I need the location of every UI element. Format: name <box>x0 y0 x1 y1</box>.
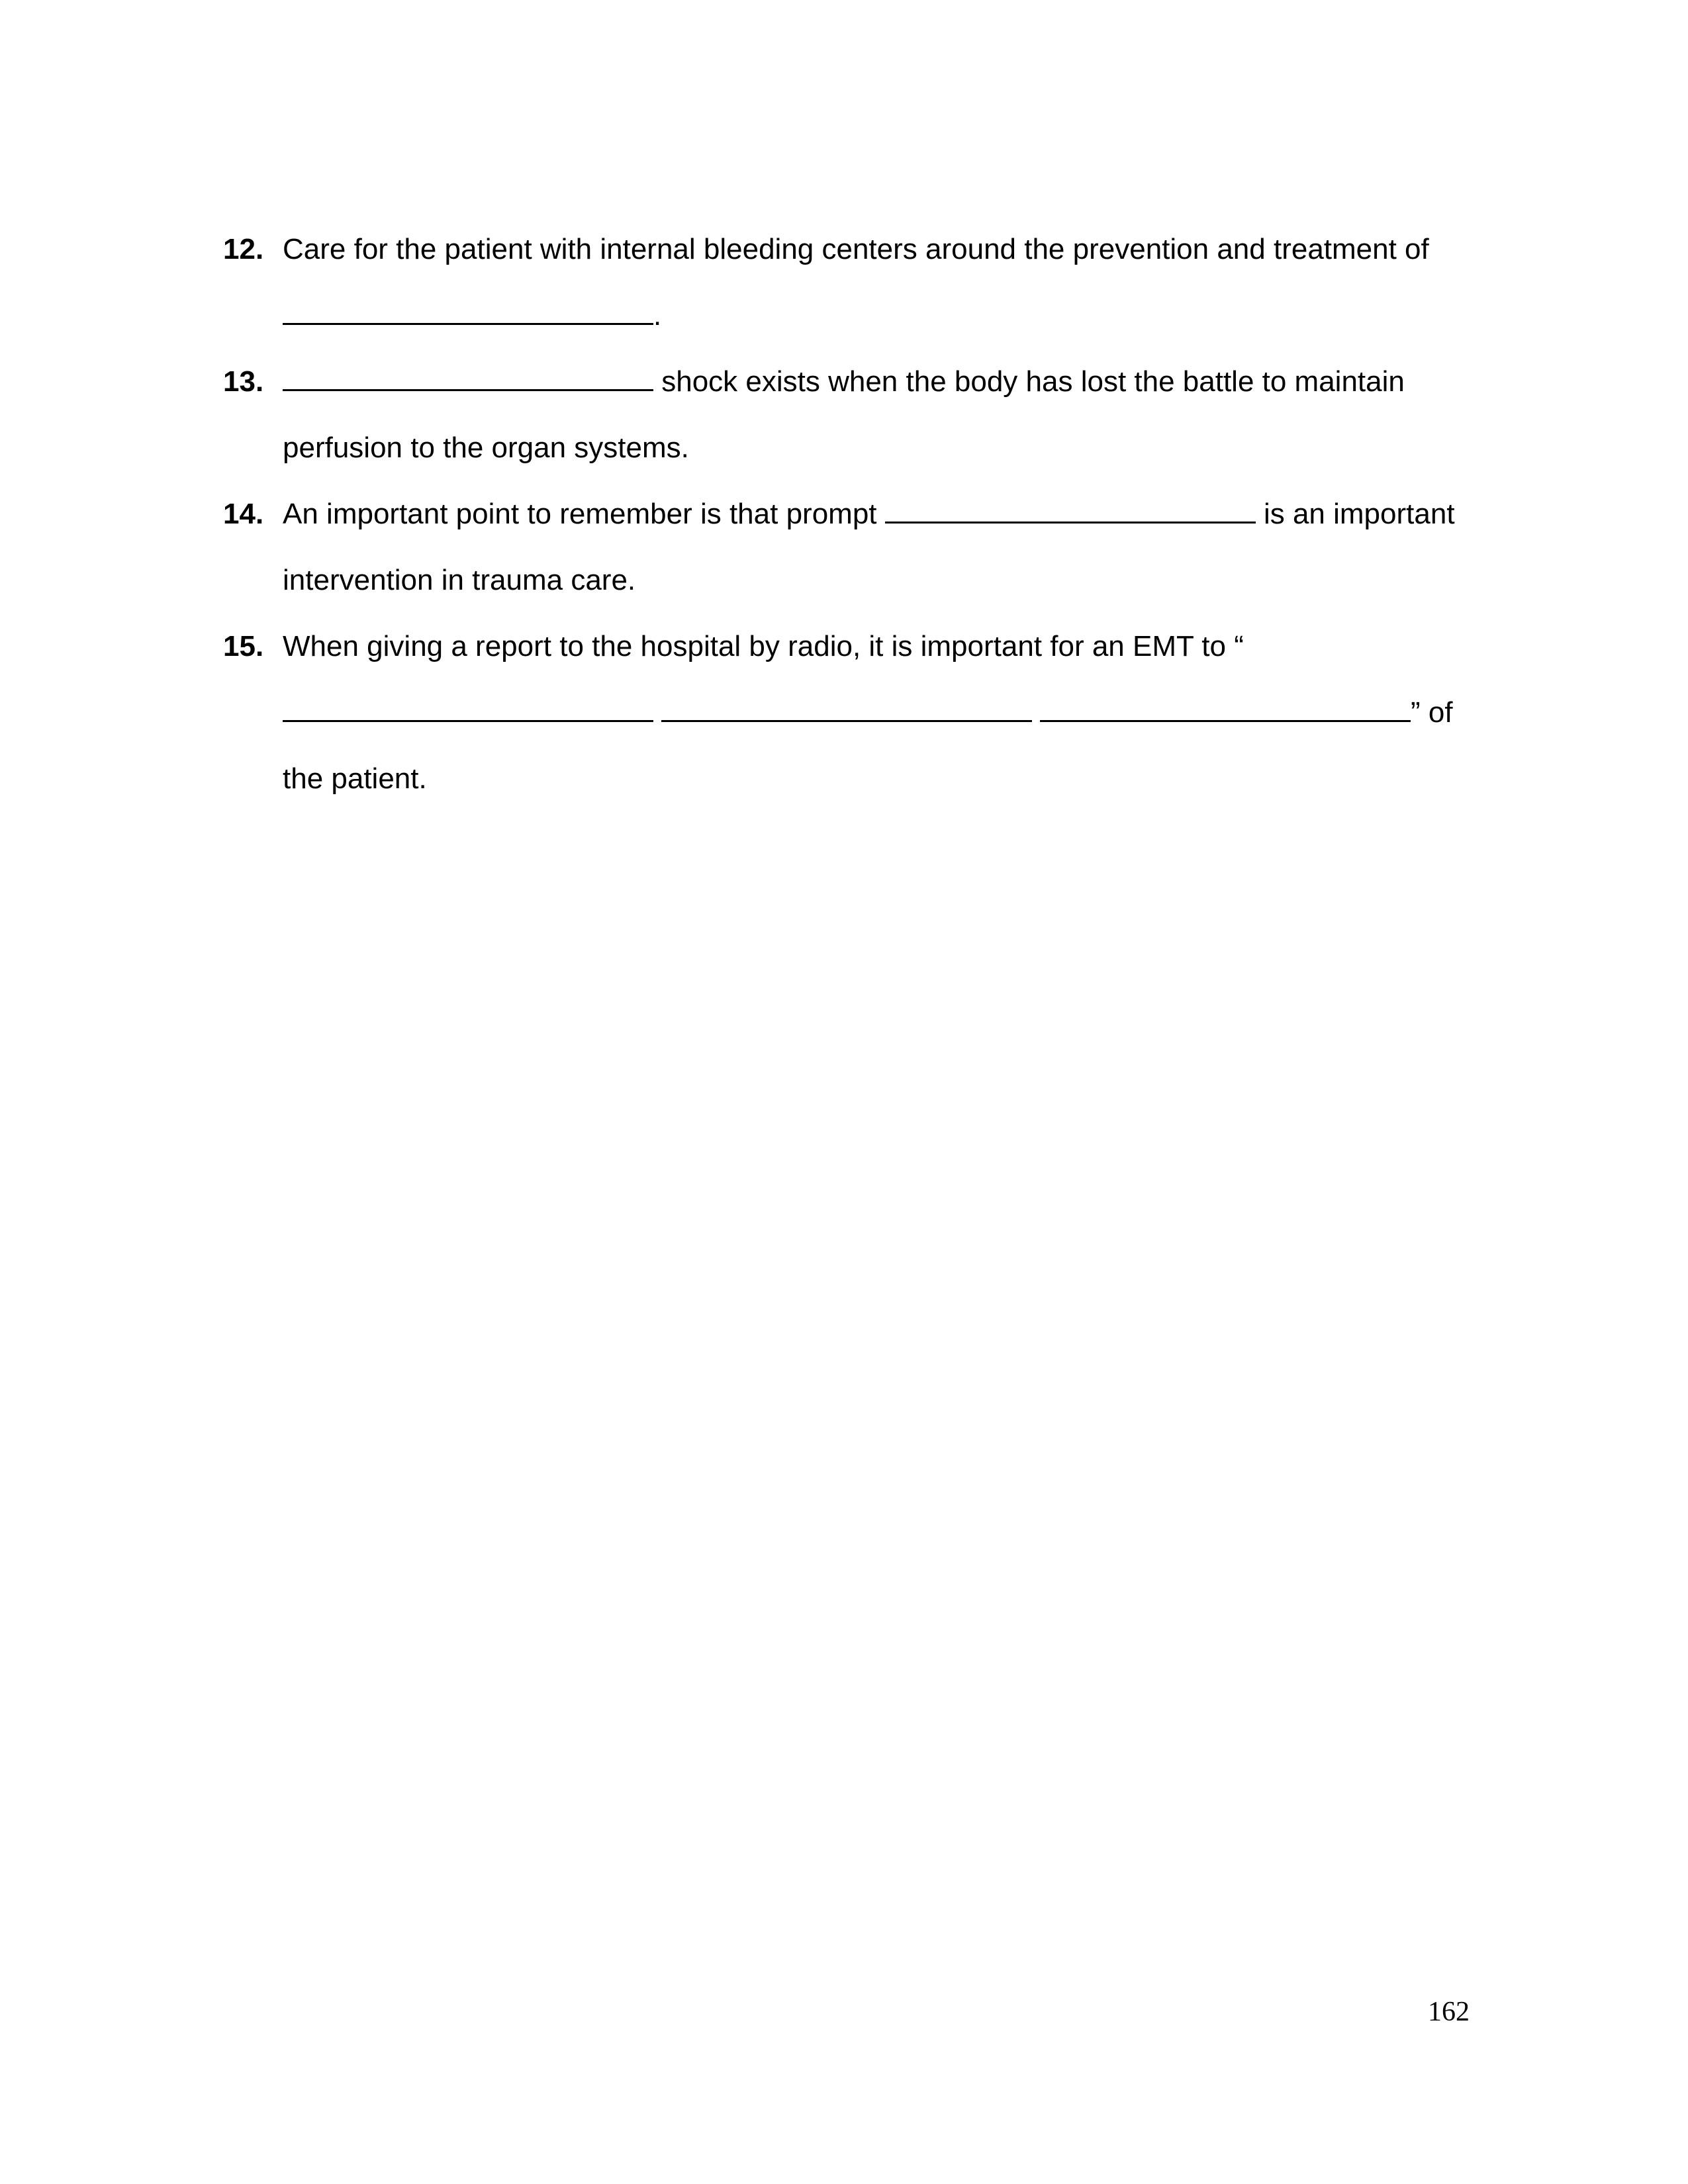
question-text-line2: intervention in trauma care. <box>283 564 636 596</box>
answer-blank[interactable] <box>283 367 653 391</box>
page-number: 162 <box>1428 1997 1470 2027</box>
question-text <box>283 216 1429 283</box>
question-number: 15. <box>223 630 264 662</box>
question-text-prefix: An important point to remember is that prompt <box>283 498 885 530</box>
answer-line <box>283 680 1453 746</box>
question-text <box>283 349 1405 415</box>
question-text <box>283 614 1244 680</box>
question-text-line2: perfusion to the organ systems. <box>283 432 689 464</box>
question-text-line1: Care for the patient with internal bleeding centers around the prevention and treatment of <box>283 233 1429 265</box>
answer-blank-3[interactable] <box>1040 698 1411 722</box>
answer-line <box>283 283 661 349</box>
blank-suffix: . <box>653 299 662 332</box>
answer-blank[interactable] <box>885 499 1256 523</box>
question-number: 14. <box>223 498 264 530</box>
blank-suffix: ” of <box>1411 696 1453 729</box>
question-text-suffix: is an important <box>1255 498 1455 530</box>
question-text-line3: the patient. <box>283 762 427 795</box>
question-text <box>283 481 1455 547</box>
answer-blank[interactable] <box>283 300 653 325</box>
question-text-line1: When giving a report to the hospital by radio, it is important for an EMT to “ <box>283 630 1244 662</box>
question-text-line1: shock exists when the body has lost the battle to maintain <box>653 365 1405 398</box>
answer-blank-1[interactable] <box>283 698 653 722</box>
question-number: 12. <box>223 233 264 265</box>
question-number: 13. <box>223 365 264 398</box>
answer-blank-2[interactable] <box>661 698 1032 722</box>
